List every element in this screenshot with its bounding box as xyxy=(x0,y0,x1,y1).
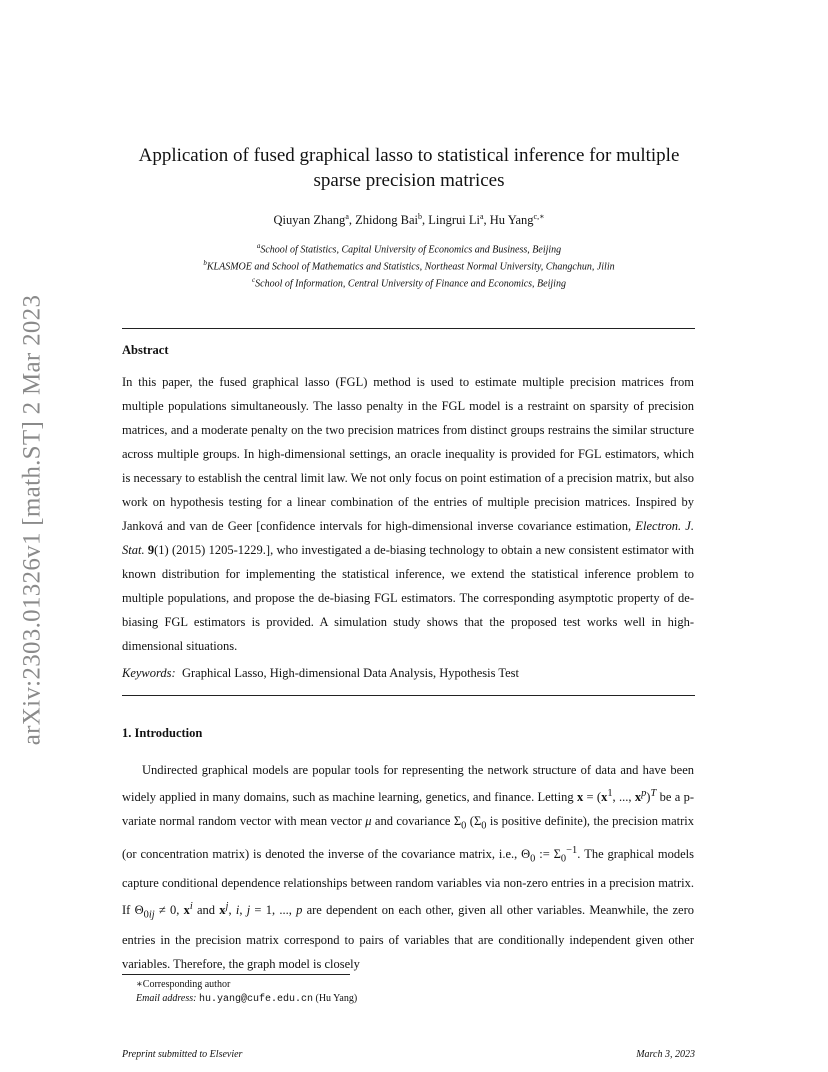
email-line xyxy=(136,992,357,1007)
keywords-text: Graphical Lasso, High-dimensional Data Analysis, Hypothesis Test xyxy=(181,666,519,680)
author-name: Zhidong Bai xyxy=(355,213,418,228)
journal-volume: 9 xyxy=(147,543,155,557)
affiliation: $^c$School of Information, Central University of Finance and Economics, Beijing xyxy=(252,275,566,289)
abstract-top-rule xyxy=(122,328,695,329)
footnote xyxy=(136,978,357,1007)
email-address[interactable]: hu.yang@cufe.edu.cn xyxy=(198,994,313,1005)
author-affil-mark: a xyxy=(345,212,349,221)
affiliation-list xyxy=(120,240,698,290)
affiliation: $^a$School of Statistics, Capital University of Economics and Business, Beijing xyxy=(256,242,562,256)
email-label: Email address: xyxy=(136,993,197,1004)
author-list: Qiuyan Zhang$^a$, Zhidong Bai$^b$, Lingrui Li$^a$, Hu Yang$^{c,∗}$ xyxy=(273,212,545,228)
author-affil-mark: a xyxy=(479,212,484,221)
corresponding-author-note: ∗Corresponding author xyxy=(136,979,231,990)
author-affil-mark: b xyxy=(417,212,422,221)
author-name: Qiuyan Zhang xyxy=(273,213,346,228)
affiliation: $^b$KLASMOE and School of Mathematics and Statistics, Northeast Normal University, Changchun, Jilin xyxy=(203,258,615,273)
preprint-notice: Preprint submitted to Elsevier xyxy=(122,1049,243,1060)
abstract-text: In this paper, the fused graphical lasso (FGL) method is used to estimate multiple precision matrices from multiple populations simultaneously. The lasso penalty in the FGL model is a restraint on sparsity of precision matrices, and a moderate penalty on the two precision matrices from distinct groups restrains the similar structure across multiple groups. In high-dimensional settings, an oracle inequality is provided for FGL estimators, which is necessary to establish the central limit law. We not only focus on point estimation of a precision matrix, but also work on hypothesis testing for a linear combination of the entries of multiple precision matrices. Inspired by Janková and van de Geer [confidence intervals for high-dimensional inverse covariance estimation, Electron. J. Stat. 9(1) (2015) 1205-1229.], who investigated a de-biasing technology to obtain a new consistent estimator with known distribution for implementing the statistical inference, we extend the statistical inference problem to multiple populations, and propose the de-biasing FGL estimators. The corresponding asymptotic property of de-biasing FGL estimators is provided. A simulation study shows that the proposed test works well in high-dimensional situations. xyxy=(122,375,695,653)
abstract-heading: Abstract xyxy=(122,343,169,357)
journal-name: Electron. J. Stat. xyxy=(122,519,694,557)
author-affil-mark: c,∗ xyxy=(533,212,545,221)
arxiv-identifier: arXiv:2303.01326v1 [math.ST] 2 Mar 2023 xyxy=(18,294,45,746)
abstract-bottom-rule xyxy=(122,695,695,696)
arxiv-side-stamp xyxy=(14,272,50,768)
paper-title: Application of fused graphical lasso to statistical inference for multiple sparse precision matrices xyxy=(138,145,680,191)
footnote-rule xyxy=(122,974,350,975)
keywords-label: Keywords: xyxy=(122,666,176,680)
introduction-paragraph: Undirected graphical models are popular tools for representing the network structure of data and have been widely applied in many domains, such as machine learning, genetics, and finance. Letting $x = (x^1$, ..., $x^p)^T$ be a p-variate normal random vector with mean vector μ and covariance $\Sigma_0$ ($\Sigma_0$ is positive definite), the precision matrix (or concentration matrix) is denoted the inverse of the covariance matrix, i.e., $\Theta_0$ := $\Sigma_0^{-1}$. The graphical models capture conditional dependence relationships between random variables via non-zero entries in a precision matrix. If $\Theta_{0ij} \ne 0$, $x^i$ and $x^j$, i, j = 1, ..., p are dependent on each other, given all other variables. Meanwhile, the zero entries in the precision matrix correspond to pairs of variables that are conditionally independent given other variables. Therefore, the graph model is closely xyxy=(122,763,695,971)
author-name: Lingrui Li xyxy=(428,213,480,228)
preprint-date: March 3, 2023 xyxy=(636,1049,695,1060)
author-name: Hu Yang xyxy=(489,213,534,228)
keywords-line xyxy=(122,666,519,681)
section-heading-introduction: 1. Introduction xyxy=(122,726,203,740)
email-owner: (Hu Yang) xyxy=(315,993,358,1004)
